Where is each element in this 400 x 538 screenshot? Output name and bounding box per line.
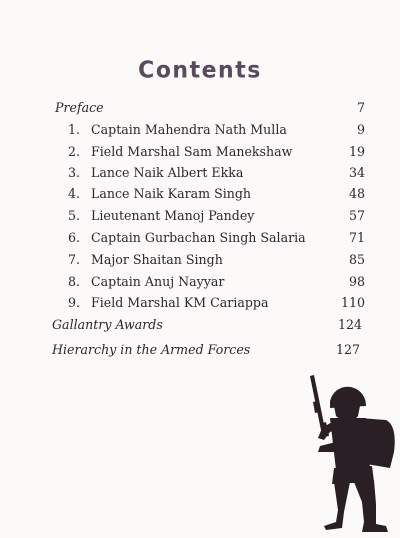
toc-entry-chapter — [0, 294, 400, 312]
toc-entry-label: Preface — [55, 100, 104, 115]
toc-entry-page: 85 — [348, 252, 365, 267]
toc-entry-chapter — [0, 207, 400, 225]
toc-entry-label: Captain Anuj Nayyar — [91, 274, 225, 289]
toc-entry-page: 7 — [356, 100, 365, 115]
toc-entry-page: 71 — [348, 230, 365, 245]
page-title: Contents — [138, 57, 262, 84]
toc-entry-chapter — [0, 273, 400, 291]
toc-entry-chapter — [0, 251, 400, 269]
soldier-silhouette-icon — [296, 372, 400, 538]
toc-entry-label: Captain Mahendra Nath Mulla — [91, 122, 287, 137]
toc-entry-chapter — [0, 229, 400, 247]
toc-entry-page: 57 — [348, 208, 365, 223]
toc-entry-page: 98 — [348, 274, 365, 289]
toc-entry-chapter — [0, 185, 400, 203]
toc-entry-number: 1. — [67, 122, 80, 137]
toc-entry-page: 19 — [348, 144, 365, 159]
toc-entry-number: 9. — [67, 295, 80, 310]
toc-entry-label: Captain Gurbachan Singh Salaria — [91, 230, 306, 245]
toc-entry-label: Hierarchy in the Armed Forces — [52, 342, 251, 357]
toc-entry-label: Field Marshal KM Cariappa — [91, 295, 269, 310]
toc-entry-page: 110 — [340, 295, 365, 310]
toc-entry-label: Field Marshal Sam Manekshaw — [91, 144, 293, 159]
toc-entry-label: Major Shaitan Singh — [91, 252, 223, 267]
toc-entry-label: Lance Naik Albert Ekka — [91, 165, 244, 180]
toc-entry-number: 5. — [67, 208, 80, 223]
toc-entry-hierarchy — [0, 341, 400, 359]
toc-entry-label: Lieutenant Manoj Pandey — [91, 208, 255, 223]
toc-entry-number: 3. — [67, 165, 80, 180]
toc-entry-page: 34 — [348, 165, 365, 180]
toc-entry-page: 124 — [337, 317, 362, 332]
toc-entry-page: 9 — [356, 122, 365, 137]
toc-entry-page: 127 — [335, 342, 360, 357]
toc-entry-number: 2. — [67, 144, 80, 159]
toc-entry-number: 7. — [67, 252, 80, 267]
toc-entry-preface — [0, 99, 400, 117]
toc-entry-number: 6. — [67, 230, 80, 245]
toc-entry-label: Gallantry Awards — [52, 317, 163, 332]
toc-entry-number: 8. — [67, 274, 80, 289]
toc-entry-gallantry-awards — [0, 316, 400, 334]
toc-entry-label: Lance Naik Karam Singh — [91, 186, 252, 201]
toc-entry-number: 4. — [67, 186, 80, 201]
toc-entry-chapter — [0, 164, 400, 182]
toc-entry-chapter — [0, 143, 400, 161]
toc-entry-chapter — [0, 121, 400, 139]
toc-entry-page: 48 — [348, 186, 365, 201]
